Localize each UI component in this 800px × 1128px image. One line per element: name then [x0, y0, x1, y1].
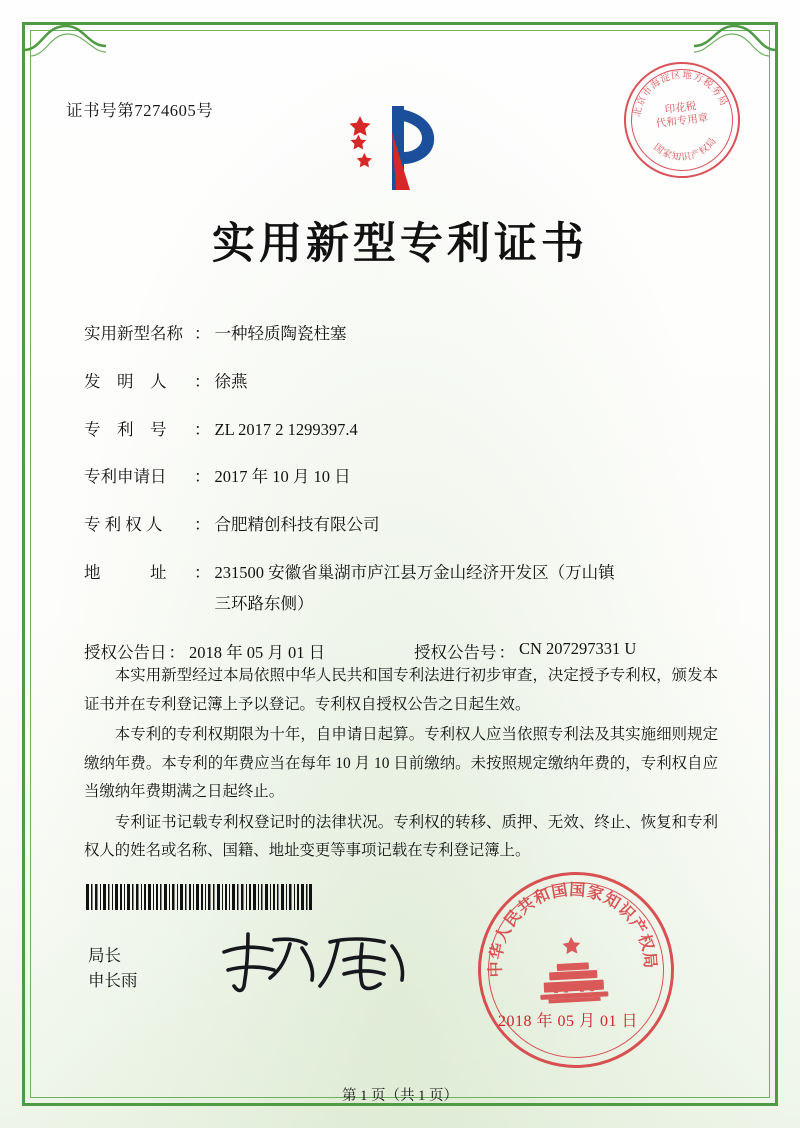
- address-line1: 231500 安徽省巢湖市庐江县万金山经济开发区（万山镇: [214, 562, 615, 582]
- grant-number-value: CN 207297331 U: [519, 639, 637, 659]
- grant-number-group: [414, 639, 636, 663]
- field-colon: ：: [194, 324, 211, 343]
- field-row-inventor: [84, 370, 724, 395]
- field-colon: ：: [194, 419, 211, 439]
- seal-center-line1: 印花税: [664, 101, 697, 116]
- grant-date-value: 2018 年 05 月 01 日: [189, 643, 326, 663]
- legal-paragraph-2: 本专利的专利权期限为十年，自申请日起算。专利权人应当依照专利法及其实施细则规定缴纳年费。本专利的年费应当在每年 10 月 10 日前缴纳。未按照规定缴纳年费的，专利权自应当缴纳年费期满之日起终止。: [84, 726, 718, 800]
- field-row-utility-model-name: [84, 322, 724, 347]
- signature-block: [88, 944, 138, 994]
- corner-ornament-icon: [22, 10, 108, 58]
- field-value-inventor: 徐燕: [214, 371, 248, 391]
- field-value-utility-model-name: 一种轻质陶瓷柱塞: [214, 324, 347, 343]
- page-title: 实用新型专利证书: [212, 221, 588, 268]
- certificate-number: 证书号第7274605号: [66, 101, 214, 120]
- tax-stamp-seal: [617, 55, 746, 184]
- national-seal: [473, 867, 679, 1073]
- field-value-patentee: 合肥精创科技有限公司: [214, 515, 380, 534]
- corner-ornament-icon: [692, 10, 778, 58]
- field-colon: ：: [168, 643, 185, 663]
- field-label: 专 利 权 人: [84, 515, 163, 534]
- field-value-patent-number: ZL 2017 2 1299397.4: [214, 419, 358, 439]
- legal-paragraph-1: 本实用新型经过本局依照中华人民共和国专利法进行初步审查，决定授予专利权，颁发本证书并在专利登记簿上予以登记。专利权自授权公告之日起生效。: [84, 667, 718, 713]
- grant-date-label: 授权公告日: [84, 643, 167, 663]
- field-row-application-date: [84, 465, 724, 490]
- seal-center-line2: 代和专用章: [655, 112, 709, 131]
- field-colon: ：: [194, 371, 211, 391]
- field-row-grant: [84, 639, 724, 663]
- svg-text:北京市海淀区地方税务局: 北京市海淀区地方税务局: [632, 70, 729, 118]
- field-colon: ：: [194, 515, 211, 534]
- patent-fields: [84, 322, 724, 677]
- grant-date-group: [84, 639, 414, 663]
- seal-arc-text: 中华人民共和国国家知识产权局: [487, 881, 659, 978]
- grant-number-label: 授权公告号: [414, 643, 497, 663]
- field-row-patent-number: [84, 418, 724, 443]
- field-label: 地 址: [84, 562, 167, 582]
- svg-text:国家知识产权局: 国家知识产权局: [651, 136, 720, 164]
- director-name: 申长雨: [88, 970, 138, 990]
- field-colon: ：: [194, 562, 211, 582]
- legal-paragraph-3: 专利证书记载专利权登记时的法律状况。专利权的转移、质押、无效、终止、恢复和专利权人的姓名或名称、国籍、地址变更等事项记载在专利登记簿上。: [84, 813, 718, 859]
- field-row-patentee: [84, 513, 724, 538]
- field-row-address: [84, 561, 724, 617]
- sipo-logo-icon: [330, 98, 450, 196]
- address-line2: 三环路东侧）: [214, 593, 314, 613]
- seal-date: 2018 年 05 月 01 日: [498, 1013, 639, 1030]
- legal-text: [84, 662, 718, 868]
- field-label: 发 明 人: [84, 371, 167, 391]
- field-label: 专利申请日: [84, 467, 167, 487]
- field-label: 实用新型名称: [84, 324, 183, 343]
- handwritten-signature-icon: [214, 926, 424, 996]
- field-value-address: [215, 561, 725, 617]
- barcode: [86, 884, 312, 910]
- page-footer: 第 1 页（共 1 页）: [342, 1088, 458, 1104]
- field-label: 专 利 号: [84, 419, 167, 439]
- director-role-label: 局长: [88, 946, 121, 965]
- field-colon: ：: [194, 467, 211, 487]
- field-value-application-date: 2017 年 10 月 10 日: [214, 467, 351, 487]
- field-colon: ：: [498, 643, 515, 663]
